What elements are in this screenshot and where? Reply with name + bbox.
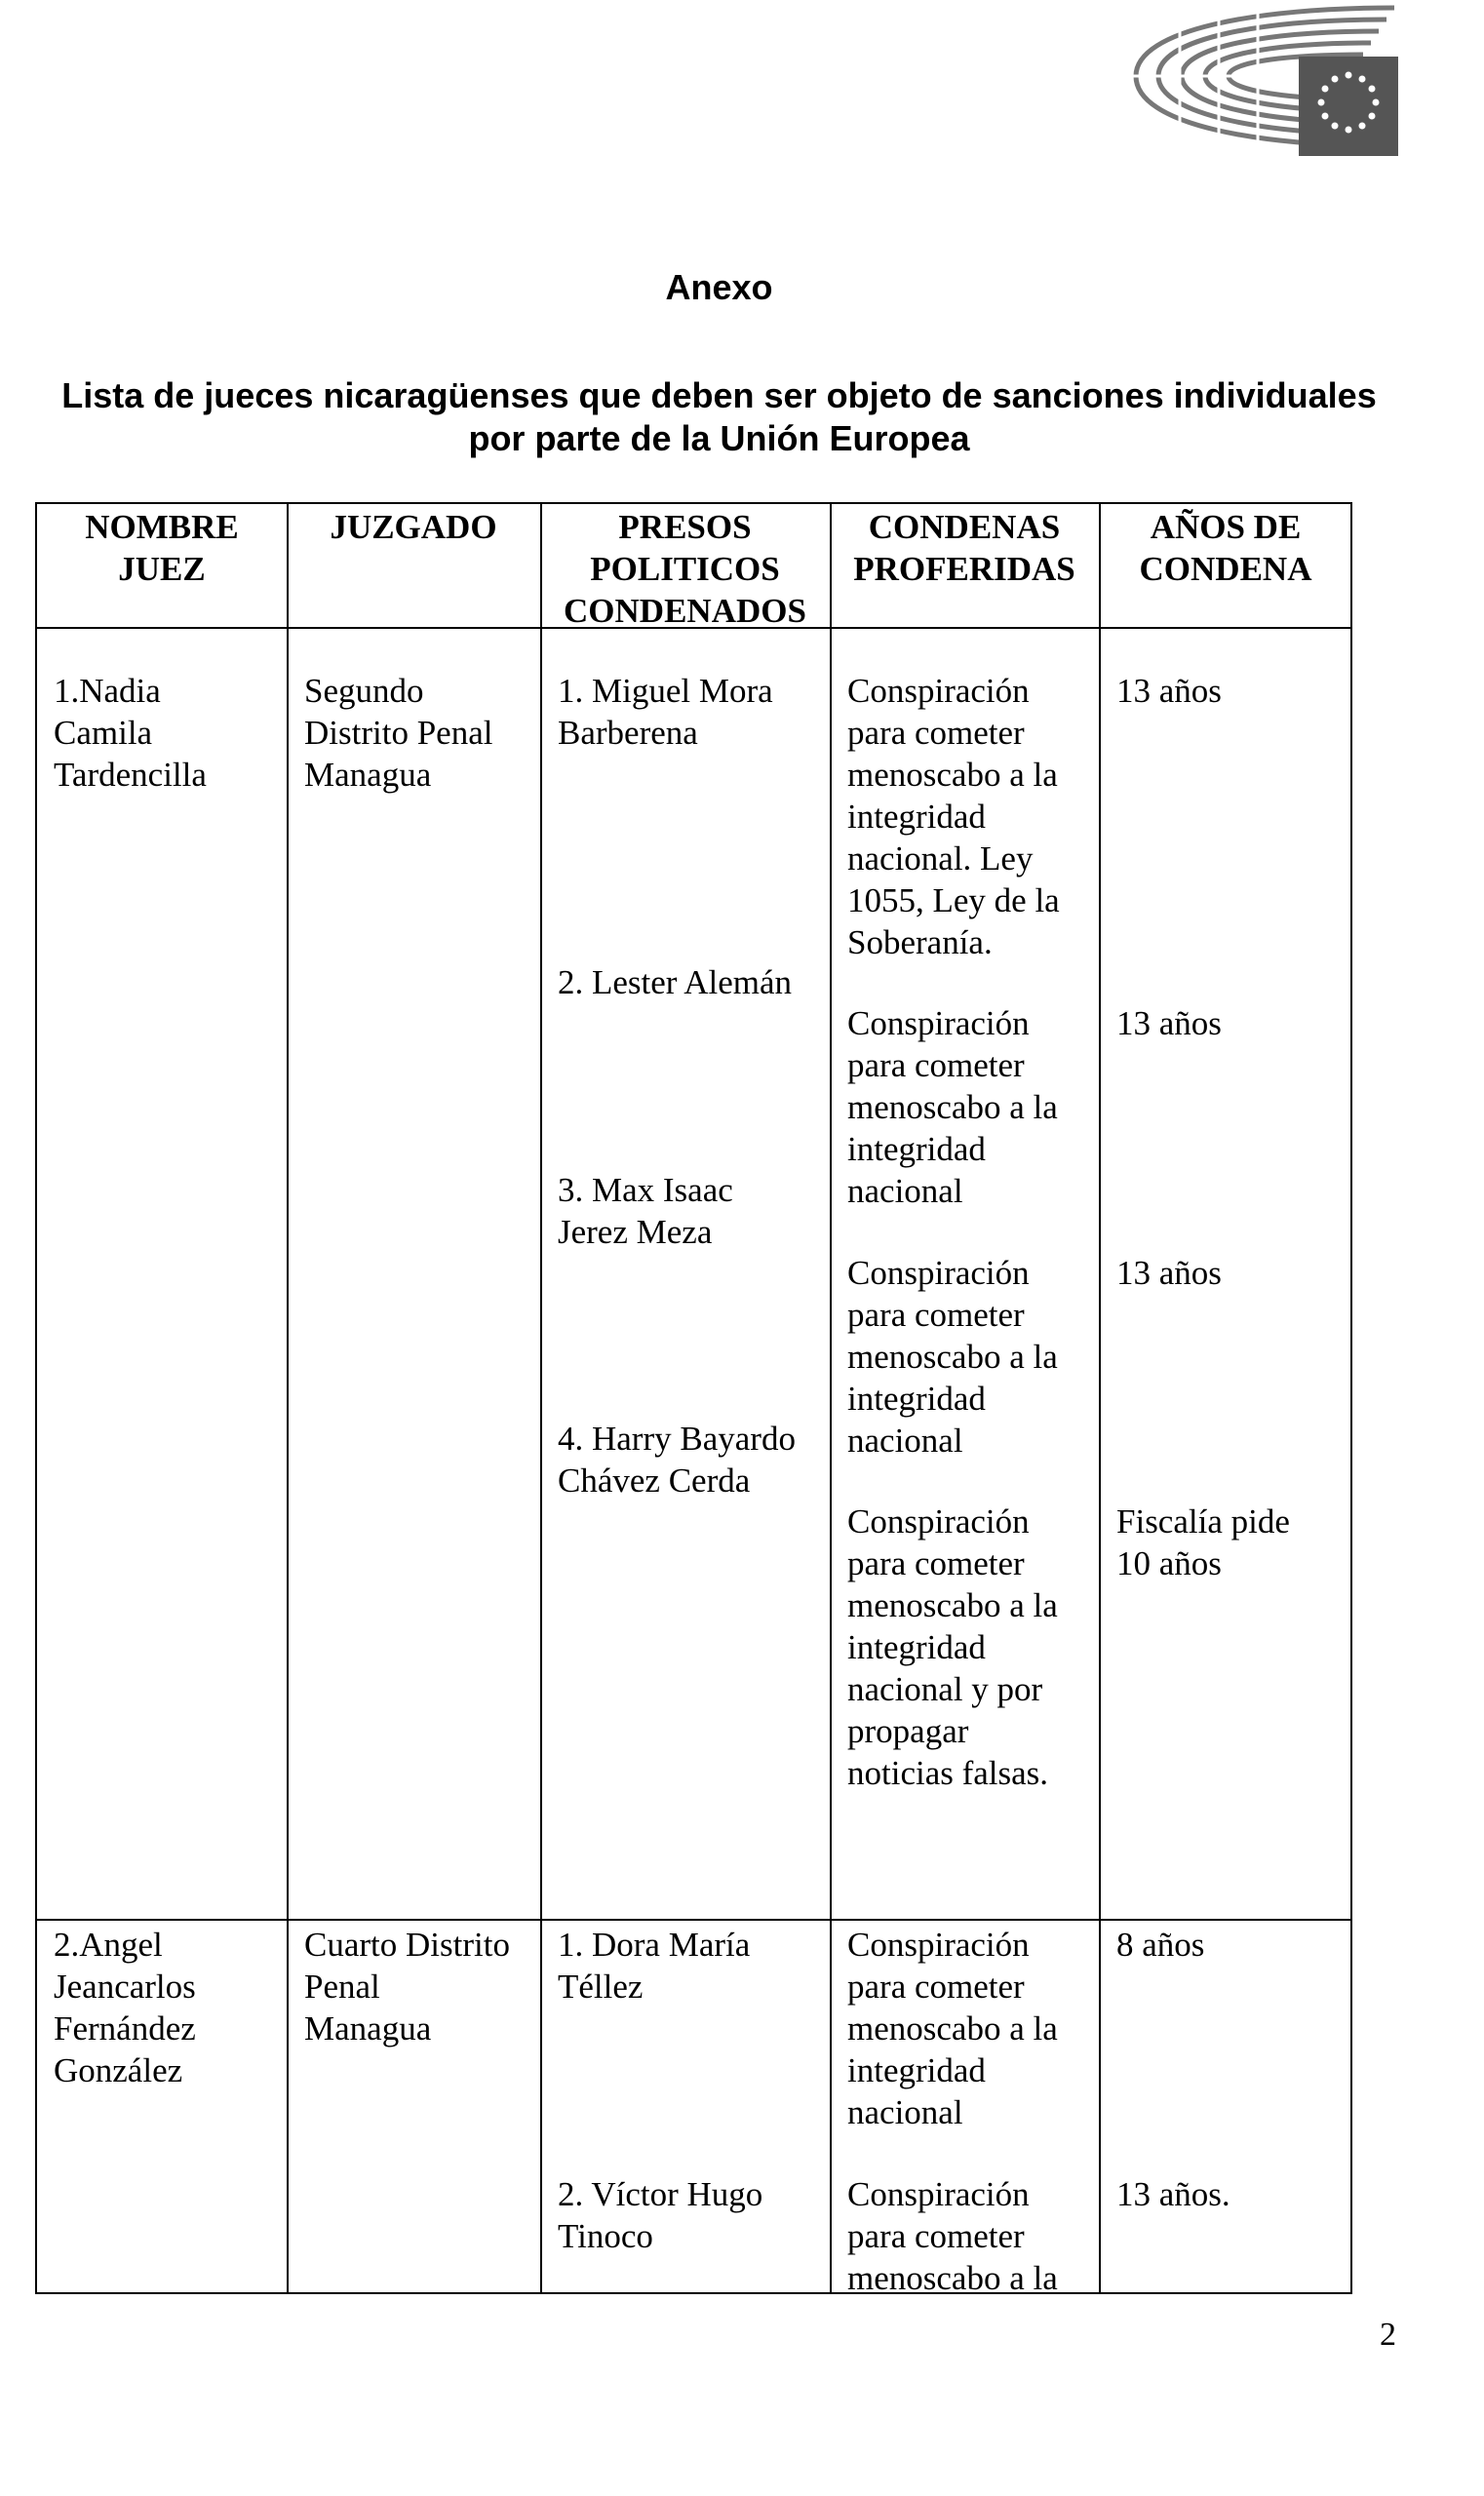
sentence-line: nacional. Ley: [847, 839, 1034, 878]
court-line: Managua: [304, 756, 432, 794]
years-line: 13 años: [1116, 1004, 1222, 1042]
prisoner-entry: [558, 2173, 762, 2257]
header-line: NOMBRE: [85, 508, 239, 546]
court-line: Distrito Penal: [304, 714, 493, 752]
judge-name-line: González: [54, 2051, 183, 2089]
sentence-line: para cometer: [847, 1296, 1025, 1334]
years-entry: [1116, 1501, 1290, 1584]
sentence-line: nacional y por: [847, 1670, 1043, 1708]
column-divider: [830, 504, 832, 2292]
prisoner-line: Barberena: [558, 714, 698, 752]
court-name: [304, 1924, 510, 2049]
list-title: [0, 374, 1438, 460]
sentence-entry: [847, 2173, 1058, 2299]
sentence-line: menoscabo a la: [847, 2259, 1058, 2297]
header-line: CONDENADOS: [564, 592, 806, 630]
prisoner-entry: [558, 1924, 750, 2008]
column-divider: [287, 504, 289, 2292]
prisoner-entry: [558, 961, 792, 1003]
prisoner-line: 1. Dora María: [558, 1926, 751, 1964]
list-title-line: por parte de la Unión Europea: [468, 418, 970, 458]
sentence-line: Conspiración: [847, 1004, 1030, 1042]
sentence-line: nacional: [847, 1172, 963, 1210]
prisoner-line: Tinoco: [558, 2217, 653, 2255]
sentence-line: menoscabo a la: [847, 756, 1058, 794]
judge-name-line: 1.Nadia: [54, 672, 161, 710]
years-entry: [1116, 1252, 1222, 1294]
sentence-line: menoscabo a la: [847, 1586, 1058, 1624]
header-line: POLITICOS: [590, 550, 780, 588]
prisoner-line: 2. Víctor Hugo: [558, 2175, 763, 2213]
years-line: 13 años: [1116, 672, 1222, 710]
sentence-line: integridad: [847, 2051, 986, 2089]
years-entry: [1116, 2173, 1230, 2215]
judge-name-line: Fernández: [54, 2009, 196, 2048]
court-line: Managua: [304, 2009, 432, 2048]
court-name: [304, 670, 492, 796]
column-header-sentences: [830, 504, 1099, 590]
judge-name-line: Jeancarlos: [54, 1968, 196, 2006]
sentence-line: Soberanía.: [847, 923, 993, 961]
sentence-line: menoscabo a la: [847, 1338, 1058, 1376]
sentence-line: propagar: [847, 1712, 969, 1750]
judge-name: [54, 1924, 196, 2091]
court-line: Segundo: [304, 672, 424, 710]
column-header-court: [287, 504, 540, 548]
sentence-line: Conspiración: [847, 1502, 1030, 1540]
sentence-line: para cometer: [847, 1046, 1025, 1084]
header-line: CONDENA: [1139, 550, 1312, 588]
column-header-years: [1099, 504, 1352, 590]
page-title: Anexo: [665, 267, 773, 307]
sentence-line: nacional: [847, 2093, 963, 2131]
header-line: JUEZ: [118, 550, 206, 588]
sentence-entry: [847, 670, 1060, 963]
years-line: Fiscalía pide: [1116, 1502, 1290, 1540]
judge-name-line: Camila: [54, 714, 153, 752]
sentence-line: menoscabo a la: [847, 1088, 1058, 1126]
sentence-line: menoscabo a la: [847, 2009, 1058, 2048]
judge-name-line: Tardencilla: [54, 756, 207, 794]
sentence-line: integridad: [847, 1380, 986, 1418]
years-entry: [1116, 670, 1222, 712]
judge-name: [54, 670, 207, 796]
column-divider: [1099, 504, 1101, 2292]
row-divider: [37, 1919, 1350, 1921]
sentence-line: para cometer: [847, 2217, 1025, 2255]
header-line: JUZGADO: [330, 508, 497, 546]
prisoner-line: 4. Harry Bayardo: [558, 1420, 796, 1458]
sentence-line: para cometer: [847, 1968, 1025, 2006]
sentence-line: integridad: [847, 1130, 986, 1168]
judge-name-line: 2.Angel: [54, 1926, 163, 1964]
prisoner-entry: [558, 1418, 796, 1502]
sentence-line: Conspiración: [847, 2175, 1030, 2213]
judges-table: [35, 502, 1352, 2297]
page-number: 2: [1380, 2317, 1396, 2353]
years-line: 10 años: [1116, 1544, 1222, 1582]
years-line: 13 años.: [1116, 2175, 1230, 2213]
european-parliament-logo-icon: [1121, 0, 1404, 161]
prisoner-line: 2. Lester Alemán: [558, 963, 793, 1001]
sentence-entry: [847, 1924, 1058, 2133]
sentence-line: integridad: [847, 1628, 986, 1666]
column-header-judge-name: [37, 504, 287, 590]
header-line: PRESOS: [618, 508, 752, 546]
prisoner-line: Jerez Meza: [558, 1213, 713, 1251]
sentence-entry: [847, 1252, 1058, 1462]
sentence-line: para cometer: [847, 1544, 1025, 1582]
sentence-line: Conspiración: [847, 1254, 1030, 1292]
sentence-line: para cometer: [847, 714, 1025, 752]
prisoner-entry: [558, 670, 773, 754]
sentence-line: noticias falsas.: [847, 1754, 1049, 1792]
prisoner-line: Téllez: [558, 1968, 644, 2006]
prisoner-line: Chávez Cerda: [558, 1462, 751, 1500]
list-title-line: Lista de jueces nicaragüenses que deben ser objeto de sanciones individuales: [61, 375, 1377, 415]
years-entry: [1116, 1002, 1222, 1044]
prisoner-line: 1. Miguel Mora: [558, 672, 773, 710]
prisoner-line: 3. Max Isaac: [558, 1171, 733, 1209]
sentence-line: 1055, Ley de la: [847, 881, 1060, 919]
sentence-entry: [847, 1002, 1058, 1212]
years-line: 8 años: [1116, 1926, 1205, 1964]
prisoner-entry: [558, 1169, 733, 1253]
header-line: PROFERIDAS: [853, 550, 1075, 588]
sentence-line: integridad: [847, 798, 986, 836]
column-divider: [540, 504, 542, 2292]
header-line: AÑOS DE: [1150, 508, 1302, 546]
header-line: CONDENAS: [868, 508, 1061, 546]
sentence-line: Conspiración: [847, 672, 1030, 710]
court-line: Cuarto Distrito: [304, 1926, 510, 1964]
years-entry: [1116, 1924, 1204, 1966]
column-header-political-prisoners: [540, 504, 830, 632]
sentence-entry: [847, 1501, 1058, 1794]
sentence-line: Conspiración: [847, 1926, 1030, 1964]
years-line: 13 años: [1116, 1254, 1222, 1292]
court-line: Penal: [304, 1968, 380, 2006]
sentence-line: nacional: [847, 1422, 963, 1460]
